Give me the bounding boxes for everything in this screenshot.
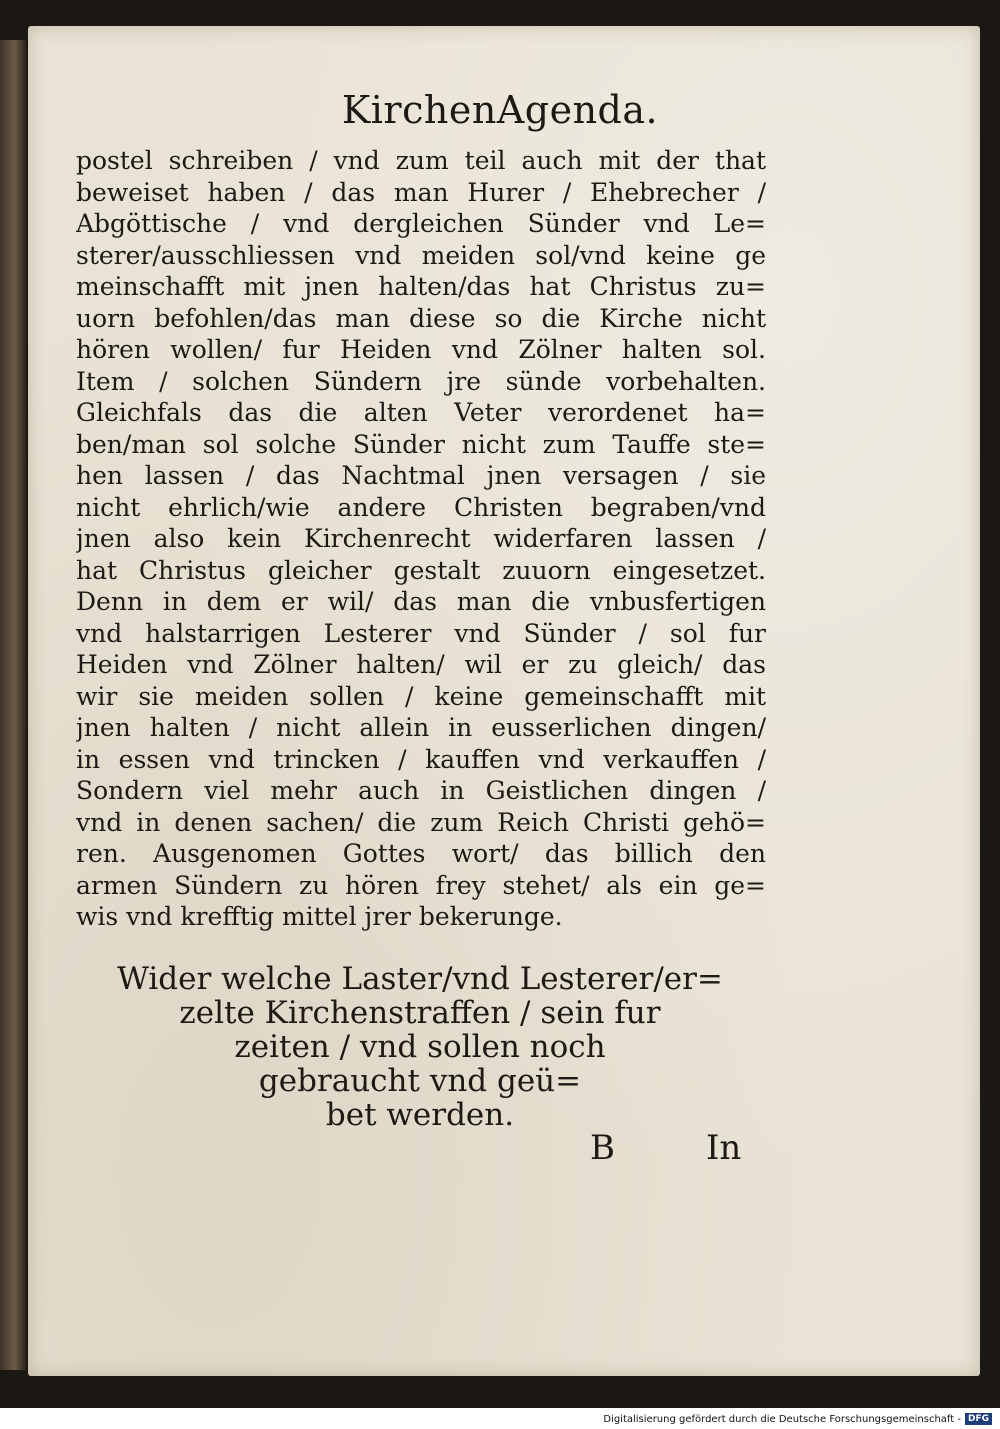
text-line: Sondern viel mehr auch in Geistlichen dingen / <box>76 776 766 805</box>
text-line: wir sie meiden sollen / keine gemeinschafft mit <box>76 681 766 711</box>
text-line: hat Christus gleicher gestalt zuuorn eingesetzet. <box>76 555 766 585</box>
heading-line: zeiten / vnd sollen noch <box>234 1029 606 1065</box>
signature-mark: B <box>590 1128 615 1168</box>
text-line: Item / solchen Sündern jre sünde vorbehalten. <box>76 366 766 396</box>
funding-footer <box>603 1412 992 1426</box>
heading-line: gebraucht vnd geü= <box>258 1063 582 1099</box>
text-line: jnen halten / nicht allein in eusserlichen dingen/ <box>76 713 766 742</box>
heading-line: bet werden. <box>325 1097 515 1133</box>
body-text <box>76 145 766 933</box>
text-line: in essen vnd trincken / kauffen vnd verkauffen / <box>76 744 766 774</box>
text-line: hören wollen/ fur Heiden vnd Zölner halten sol. <box>76 335 766 364</box>
text-line: wis vnd krefftig mittel jrer bekerunge. <box>76 902 563 931</box>
footer-text: Digitalisierung gefördert durch die Deutsche Forschungsgemeinschaft - <box>603 1413 961 1425</box>
book-binding-edge <box>0 40 26 1370</box>
text-line: jnen also kein Kirchenrecht widerfaren lassen / <box>76 524 766 553</box>
heading-line: Wider welche Laster/vnd Lesterer/er= <box>117 961 723 997</box>
text-line: Heiden vnd Zölner halten/ wil er zu gleich/ das <box>76 650 766 679</box>
dfg-logo: DFG <box>965 1413 992 1425</box>
text-line: nicht ehrlich/wie andere Christen begraben/vnd <box>76 492 766 522</box>
text-line: ren. Ausgenomen Gottes wort/ das billich den <box>76 839 766 868</box>
section-heading <box>90 962 750 1132</box>
text-line: armen Sündern zu hören frey stehet/ als ein ge= <box>76 870 766 900</box>
text-line: Denn in dem er wil/ das man die vnbusfertigen <box>76 587 766 616</box>
text-line: hen lassen / das Nachtmal jnen versagen / sie <box>76 461 766 490</box>
text-line: ben/man sol solche Sünder nicht zum Tauffe ste= <box>76 429 766 459</box>
text-line: uorn befohlen/das man diese so die Kirche nicht <box>76 303 766 333</box>
catchword: In <box>706 1128 742 1168</box>
text-line: postel schreiben / vnd zum teil auch mit der that <box>76 146 766 175</box>
text-line: Abgöttische / vnd dergleichen Sünder vnd Le= <box>76 209 766 238</box>
text-line: Gleichfals das die alten Veter verordenet ha= <box>76 398 766 427</box>
text-line: vnd halstarrigen Lesterer vnd Sünder / sol fur <box>76 618 766 648</box>
text-line: vnd in denen sachen/ die zum Reich Christi gehö= <box>76 807 766 837</box>
heading-line: zelte Kirchenstraffen / sein fur <box>179 995 661 1031</box>
text-line: beweiset haben / das man Hurer / Ehebrecher / <box>76 177 766 207</box>
text-line: sterer/ausschliessen vnd meiden sol/vnd keine ge <box>76 240 766 270</box>
text-line: meinschafft mit jnen halten/das hat Christus zu= <box>76 272 766 301</box>
running-head: KirchenAgenda. <box>341 88 659 132</box>
